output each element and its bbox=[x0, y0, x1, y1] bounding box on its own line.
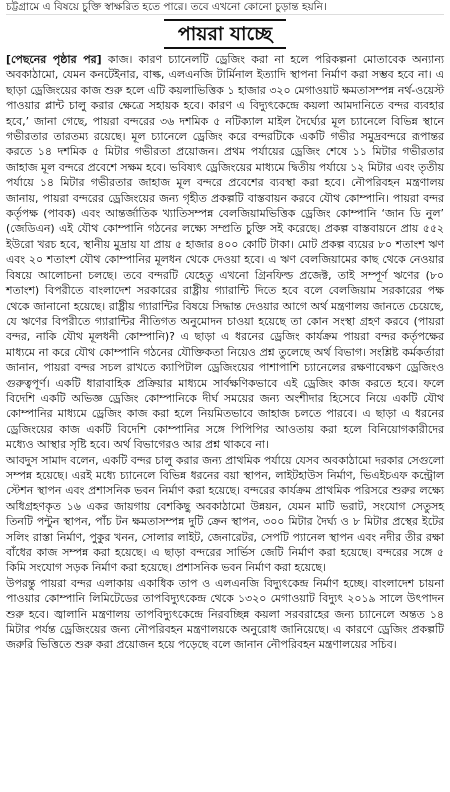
article-body bbox=[6, 52, 444, 653]
headline-container bbox=[6, 15, 444, 52]
continued-from-label: [পেছনের পৃষ্ঠার পর] bbox=[6, 53, 102, 66]
article-headline: পায়রা যাচ্ছে bbox=[164, 19, 286, 49]
article-paragraph-2: আবদুস সামাদ বলেন, একটি বন্দর চালু করার জন্য প্রাথমিক পর্যায়ে যেসব অবকাঠামো দরকার সেগুলো সম্পন্ন হয়েছে। এরই মধ্যে চ্যানেলে বিভিন্ন ধরনের বয়া স্থাপন, লাইটহাউস নির্মাণ, ভিএইচএফ কন্ট্রোল স্টেশন স্থাপন এবং প্রশাসনিক ভবন নির্মাণ করা হয়েছে। বন্দরের কার্যক্রম প্রাথমিক পরিসরে শুরুর লক্ষ্যে অধিগ্রহণকৃত ১৬ একর জায়গায় বেশকিছু অবকাঠামো উন্নয়ন, যেমন মাটি ভরাট, সংযোগ সেতুসহ তিনটি পন্টুন স্থাপন, পাঁচ টন ক্ষমতাসম্পন্ন দুটি ক্রেন স্থাপন, ৩০০ মিটার দৈর্ঘ্য ও ৮ মিটার প্রস্থের ইটের সলিং রাস্তা নির্মাণ, পুকুর খনন, সোলার লাইট, জেনারেটর, সেপটি প্যানেল স্থাপন এবং নদীর তীর রক্ষা বাঁধের কাজ সম্পন্ন করা হয়েছে। এ ছাড়া বন্দরের সার্ভিস জেটি নির্মাণ করা হয়েছে। বন্দরের সঙ্গে ৫ কিমি সংযোগ সড়ক নির্মাণ করা হয়েছে। প্রশাসনিক ভবন নির্মাণ করা হয়েছে। bbox=[6, 453, 444, 575]
previous-article-fragment: চট্টগ্রামে এ বিষয়ে চুক্তি স্বাক্ষরিত হতে পারে। তবে এখনো কোনো চুড়ান্ত হয়নি। bbox=[6, 0, 444, 15]
article-paragraph-3: উপরন্তু পায়রা বন্দর এলাকায় একাধিক তাপ ও এলএনজি বিদ্যুৎকেন্দ্র নির্মাণ হচ্ছে। বাংলাদেশ চায়না পাওয়ার কোম্পানি লিমিটেডের তাপবিদ্যুৎকেন্দ্র থেকে ১৩২০ মেগাওয়াট বিদ্যুৎ ২০১৯ সালে উৎপাদন শুরু হবে। জ্বালানি মন্ত্রণালয় তাপবিদ্যুৎকেন্দ্রে নিরবচ্ছিন্ন কয়লা সরবরাহের জন্য চ্যানেলে অন্তত ১৪ মিটার পর্যন্ত ড্রেজিংয়ের জন্য নৌপরিবহন মন্ত্রণালয়কে অনুরোধ জানিয়েছে। এ কারণে ড্রেজিং প্রকল্পটি জরুরি ভিত্তিতে শুরু করা প্রয়োজন হয়ে পড়েছে বলে জানান নৌপরিবহন মন্ত্রণালয়ের সচিব। bbox=[6, 576, 444, 652]
article-paragraph-1 bbox=[6, 52, 444, 453]
paragraph-text: কাজ। কারণ চ্যানেলটি ড্রেজিং করা না হলে পরিকল্পনা মোতাবেক অন্যান্য অবকাঠামো, যেমন কনটেইনার, বাল্ক, এলএনজি টার্মিনাল ইত্যাদি স্থাপনা নির্মাণ করা সম্ভব হবে না। এ ছাড়া ড্রেজিংয়ের কাজ শুরু হলে এটি কয়লাভিত্তিক ১ হাজার ৩২০ মেগাওয়াট ক্ষমতাসম্পন্ন নর্থ-ওয়েস্ট পাওয়ার প্লান্ট চালু করার ক্ষেত্রে সহায়ক হবে। কারণ এ বিদ্যুৎকেন্দ্রে কয়লা আমদানিতে বন্দর ব্যবহার হবে,’ জানা গেছে, পায়রা বন্দরের ৩৬ দশমিক ৫ নটিক্যাল মাইল দৈর্ঘ্যের মূল চ্যানেলে বিভিন্ন স্থানে গভীরতার তারতম্য রয়েছে। মূল চ্যানেলে ড্রেজিং করে বন্দরটিকে একটি গভীর সমুদ্রবন্দরে রূপান্তর করতে ১৪ দশমিক ৫ মিটার গভীরতা প্রয়োজন। প্রথম পর্যায়ের ড্রেজিং শেষে ১১ মিটার গভীরতার জাহাজ মূল বন্দরে প্রবেশে সক্ষম হবে। ভবিষ্যৎ ড্রেজিংয়ের মাধ্যমে দ্বিতীয় পর্যায়ে ১২ মিটার এবং তৃতীয় পর্যায়ে ১৪ মিটার গভীরতার জাহাজ মূল বন্দরে প্রবেশের ব্যবস্থা করা হবে। নৌপরিবহন মন্ত্রণালয় জানায়, পায়রা বন্দরের ড্রেজিংয়ের জন্য গৃহীত প্রকল্পটি বাস্তবায়ন করবে যৌথ কোম্পানি। পায়রা বন্দর কর্তৃপক্ষ (পাবক) এবং আন্তর্জাতিক খ্যাতিসম্পন্ন বেলজিয়ামভিত্তিক ড্রেজিং কোম্পানি ‘জান ডি নুল’ (জেডিএন) এই যৌথ কোম্পানি গঠনের লক্ষ্যে সম্প্রতি চুক্তি সই করেছে। প্রকল্প বাস্তবায়নে প্রায় ৫৫২ ইউরো খরচ হবে, স্থানীয় মুদ্রায় যা প্রায় ৫ হাজার ৪০০ কোটি টাকা। মোট প্রকল্প ব্যয়ের ৮০ শতাংশ ঋণ এবং ২০ শতাংশ যৌথ কোম্পানির মূলধন থেকে দেওয়া হবে। এ ঋণ বেলজিয়ামের কাছ থেকে নেওয়ার বিষয়ে আলোচনা চলছে। তবে বন্দরটি যেহেতু এখনো গ্রিনফিল্ড প্রজেক্ট, তাই সম্পূর্ণ ঋণের (৮০ শতাংশ) বিপরীতে বাংলাদেশ সরকারের রাষ্ট্রীয় গ্যারান্টি দিতে হবে বলে বেলজিয়াম সরকারের পক্ষ থেকে জানানো হয়েছে। রাষ্ট্রীয় গ্যারান্টির বিষয়ে সিদ্ধান্ত দেওয়ার আগে অর্থ মন্ত্রণালয় জানতে চেয়েছে, যে ঋণের বিপরীতে গ্যারান্টির নীতিগত অনুমোদন চাওয়া হয়েছে তা কোন সংস্থা গ্রহণ করবে (পায়রা বন্দর, নাকি যৌথ মূলধনী কোম্পানি)? এ ছাড়া এ ধরনের ড্রেজিং কার্যক্রম পায়রা বন্দর কর্তৃপক্ষের মাধ্যমে না করে যৌথ কোম্পানি গঠনের যৌক্তিকতা নিয়েও প্রশ্ন তুলেছে অর্থ বিভাগ। সংশ্লিষ্ট কর্মকর্তারা জানান, পায়রা বন্দর সচল রাখতে ক্যাপিটাল ড্রেজিংয়ের পাশাপাশি চ্যানেলের রক্ষণাবেক্ষণ ড্রেজিংও গুরুত্বপূর্ণ। একটি ধারাবাহিক প্রক্রিয়ার মাধ্যমে সার্বক্ষণিকভাবে এই ড্রেজিং কাজ করতে হবে। ফলে বিদেশি একটি অভিজ্ঞ ড্রেজিং কোম্পানিকে দীর্ঘ সময়ের জন্য অংশীদার হিসেবে নিয়ে একটি যৌথ কোম্পানির মাধ্যমে ড্রেজিং কাজ করা হলে নিয়মিতভাবে জাহাজ চলতে পারবে। এ ছাড়া এ ধরনের ড্রেজিংয়ের কাজ একটি বিদেশি কোম্পানির সঙ্গে পিপিপির আওতায় করা হলে বিনিয়োগকারীদের মধ্যেও আস্থার সৃষ্টি হবে। অর্থ বিভাগেরও আর প্রশ্ন থাকবে না। bbox=[6, 53, 444, 452]
